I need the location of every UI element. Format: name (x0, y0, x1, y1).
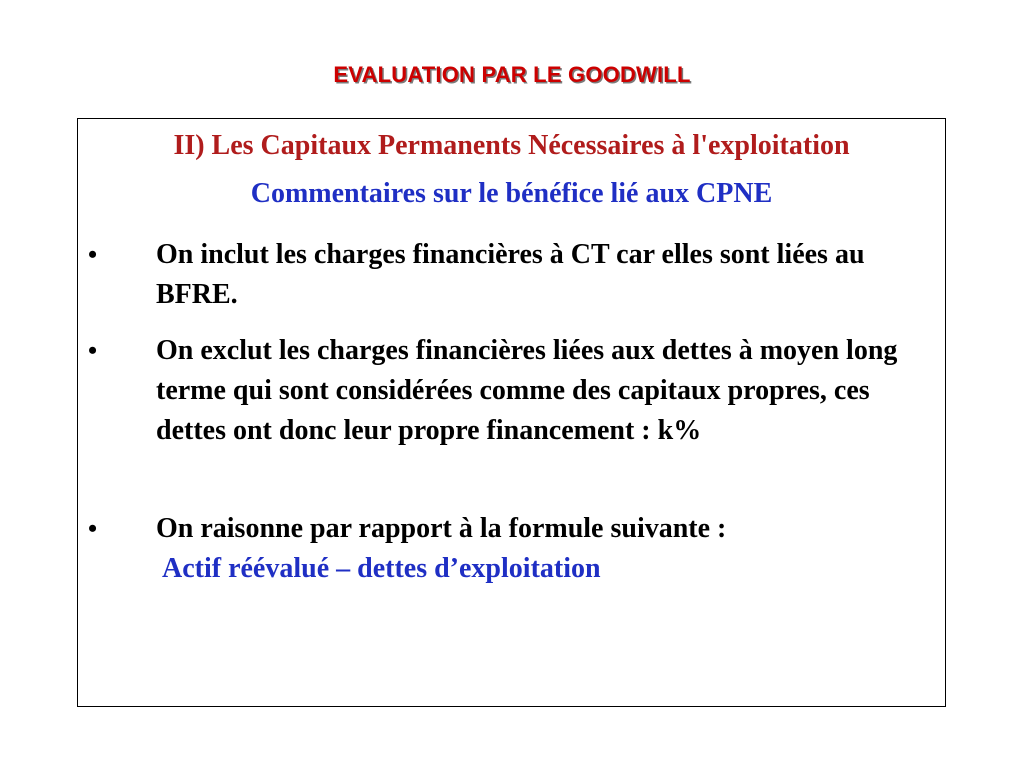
bullet-text: On exclut les charges financières liées aux dettes à moyen long terme qui sont considérées comme des capitaux propres, ces dettes ont donc leur propre financement : k% (156, 335, 898, 446)
bullet-marker: • (88, 514, 98, 543)
bullet-marker: • (88, 240, 98, 269)
bullet-text-block (156, 509, 926, 589)
section-heading: II) Les Capitaux Permanents Nécessaires à l'exploitation (173, 130, 850, 161)
formula-text: Actif réévalué – dettes d’exploitation (162, 553, 601, 584)
content-box (77, 118, 946, 707)
bullet-text: On inclut les charges financières à CT car elles sont liées au BFRE. (156, 239, 865, 310)
bullet-text: On raisonne par rapport à la formule suivante : (156, 513, 727, 544)
bullet-marker: • (88, 336, 98, 365)
subheading: Commentaires sur le bénéfice lié aux CPNE (250, 178, 773, 209)
slide-title: EVALUATION PAR LE GOODWILL (333, 62, 691, 87)
